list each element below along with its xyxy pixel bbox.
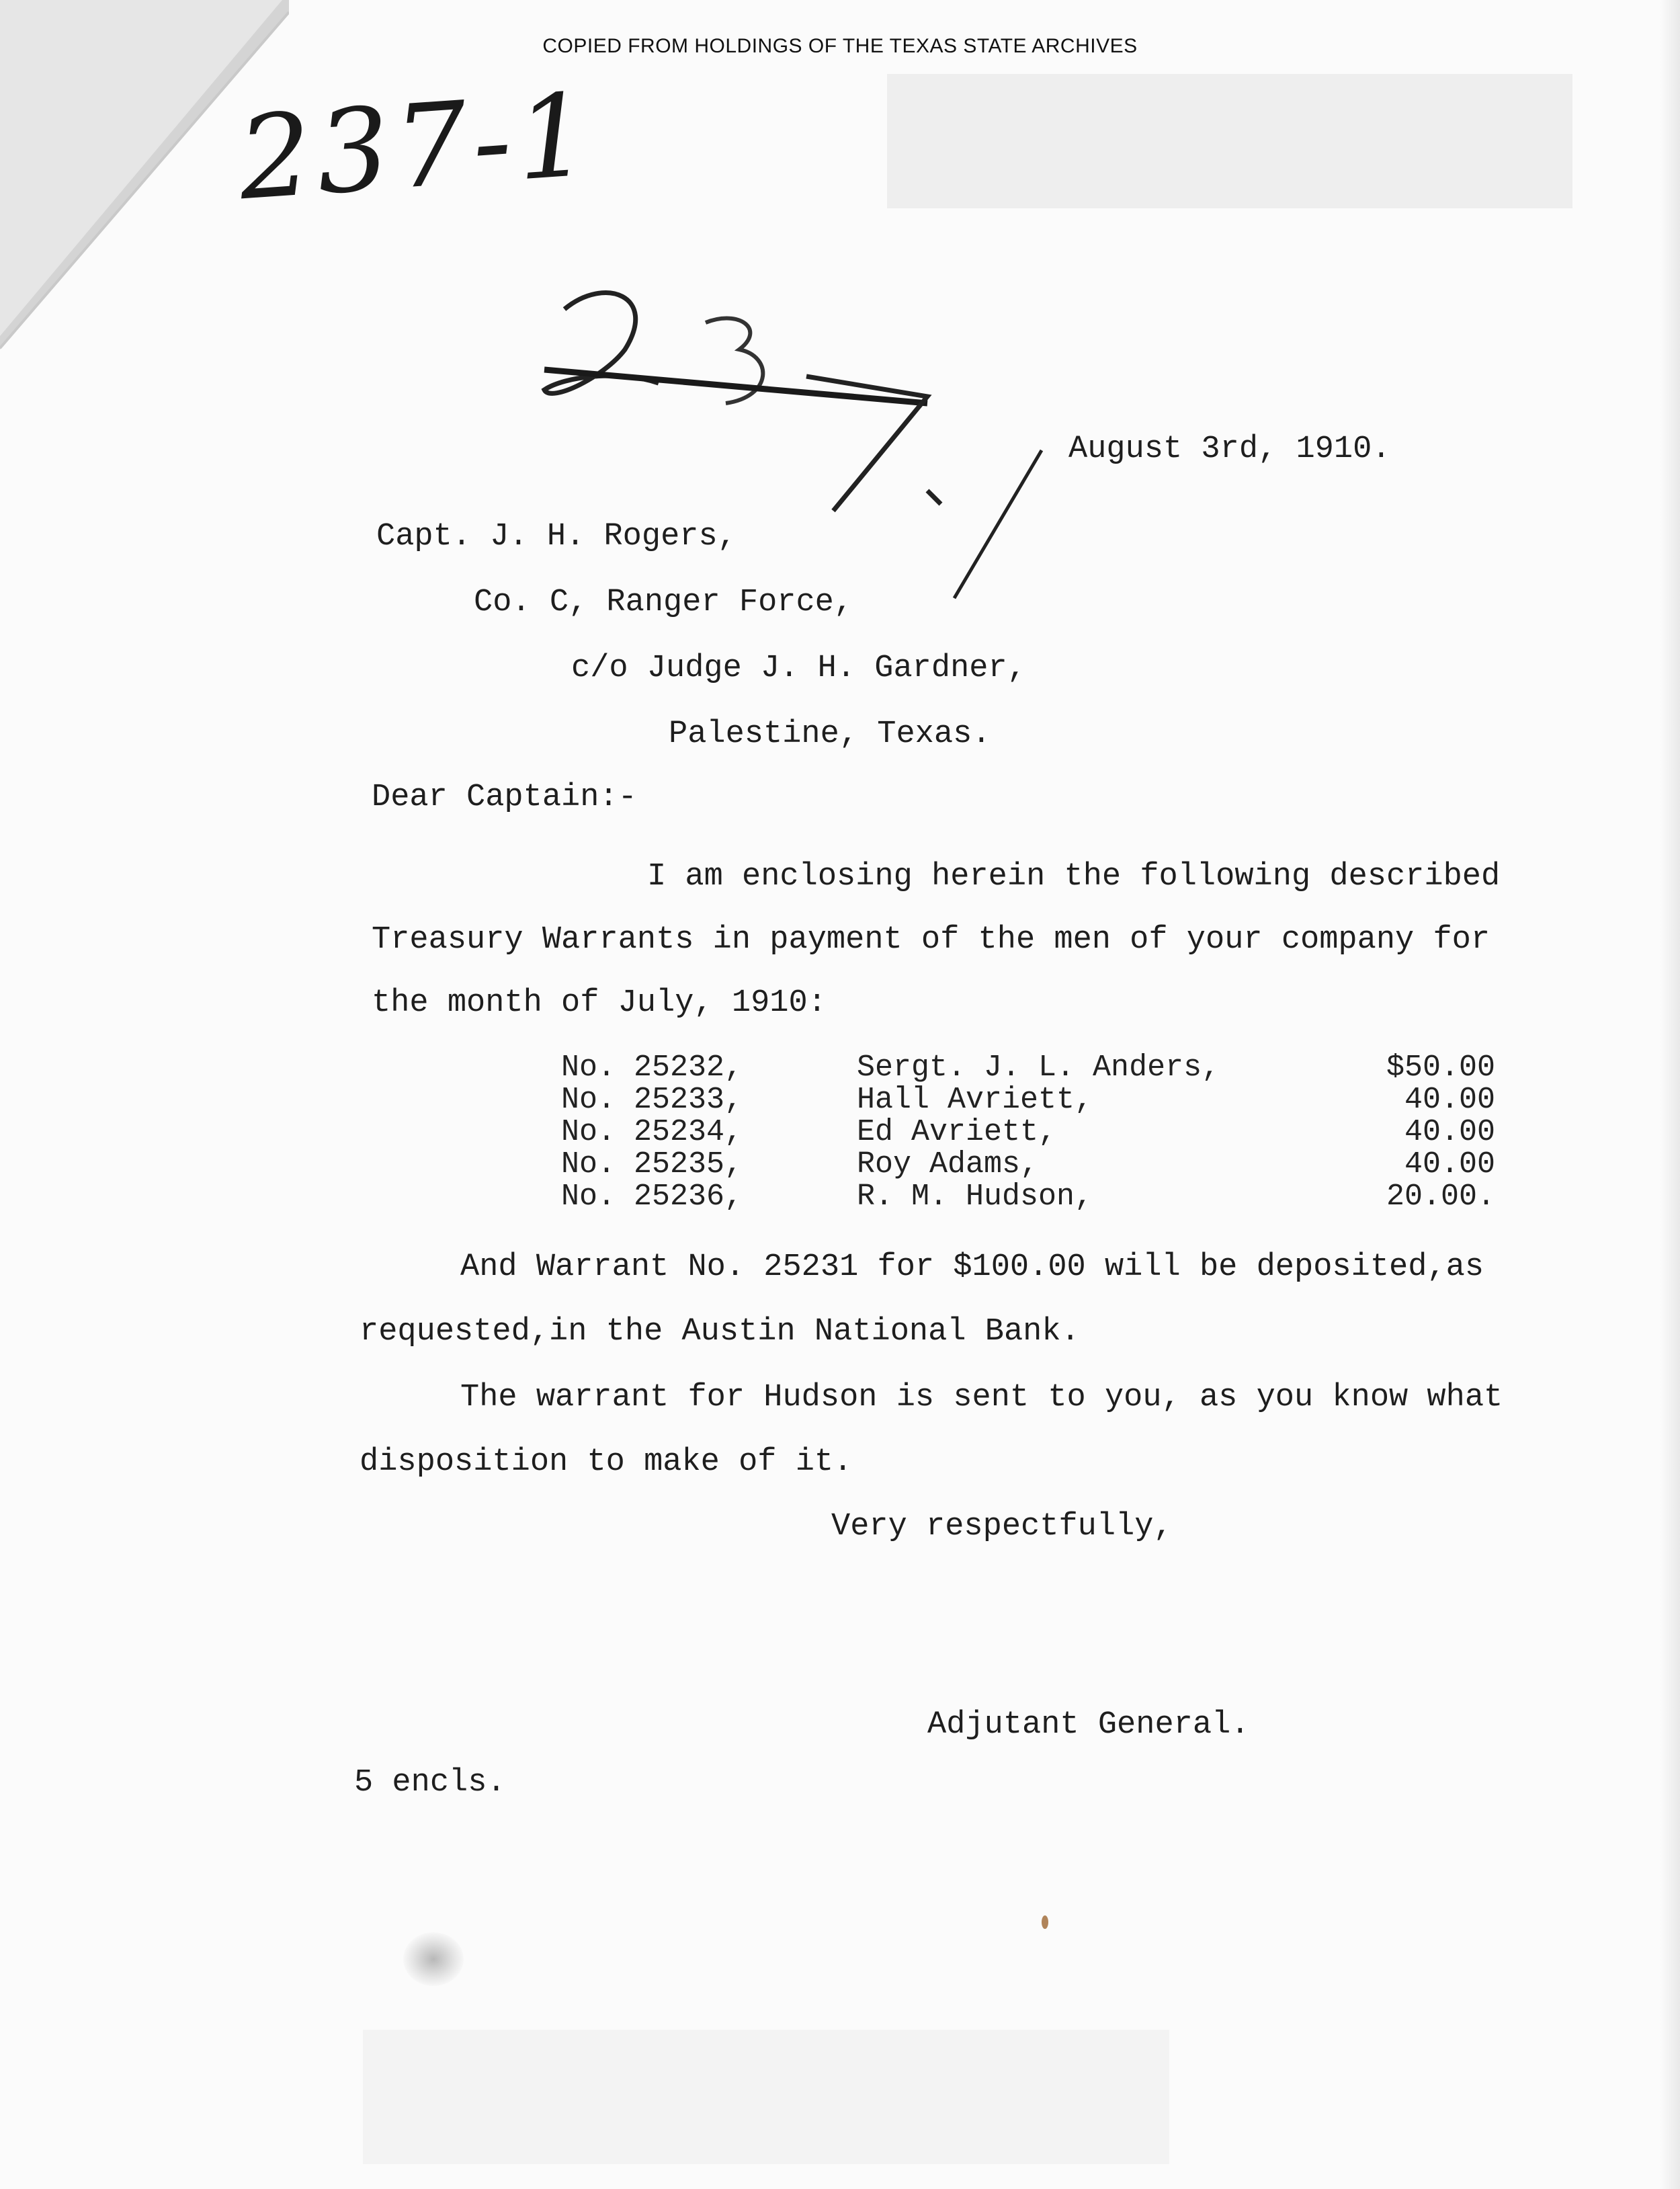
warrant-payee: R. M. Hudson, bbox=[857, 1180, 1093, 1214]
address-line-1: Capt. J. H. Rogers, bbox=[376, 519, 737, 554]
paper-stain bbox=[1042, 1915, 1048, 1929]
handwritten-file-number: 237-1 bbox=[234, 68, 599, 226]
warrant-row bbox=[561, 1052, 1495, 1084]
warrant-list bbox=[561, 1052, 1495, 1213]
warrant-number: No. 25232, bbox=[561, 1050, 743, 1085]
warrant-payee: Roy Adams, bbox=[857, 1147, 1039, 1182]
salutation: Dear Captain:- bbox=[372, 780, 637, 815]
warrant-row bbox=[561, 1149, 1495, 1181]
warrant-number: No. 25235, bbox=[561, 1147, 743, 1182]
enclosures-note: 5 encls. bbox=[354, 1765, 506, 1801]
warrant-payee: Ed Avriett, bbox=[857, 1115, 1057, 1149]
warrant-number: No. 25236, bbox=[561, 1180, 743, 1214]
warrant-row bbox=[561, 1084, 1495, 1116]
warrant-amount: 20.00. bbox=[1386, 1180, 1495, 1214]
letter-date: August 3rd, 1910. bbox=[1068, 431, 1391, 467]
signature-title: Adjutant General. bbox=[927, 1707, 1250, 1743]
warrant-row bbox=[561, 1181, 1495, 1213]
paragraph-deposit: And Warrant No. 25231 for $100.00 will be deposited,as requested,in the Austin National Bank. bbox=[360, 1249, 1484, 1350]
closing: Very respectfully, bbox=[831, 1509, 1173, 1544]
page-edge-shadow bbox=[1660, 0, 1680, 2189]
warrant-payee: Hall Avriett, bbox=[857, 1083, 1093, 1117]
ink-smudge bbox=[403, 1932, 464, 1986]
bleed-through-footer bbox=[363, 2030, 1169, 2164]
handwritten-strikethrough-number-icon bbox=[524, 269, 1075, 618]
warrant-amount: $50.00 bbox=[1386, 1050, 1495, 1085]
paragraph-enclosing: I am enclosing herein the following described Treasury Warrants in payment of the men of your company for the month of July, 1910: bbox=[372, 859, 1501, 1021]
warrant-amount: 40.00 bbox=[1404, 1083, 1495, 1117]
warrant-row bbox=[561, 1116, 1495, 1149]
warrant-payee: Sergt. J. L. Anders, bbox=[857, 1050, 1220, 1085]
warrant-amount: 40.00 bbox=[1404, 1147, 1495, 1182]
bleed-through-header bbox=[887, 74, 1572, 208]
warrant-number: No. 25233, bbox=[561, 1083, 743, 1117]
address-line-3: c/o Judge J. H. Gardner, bbox=[571, 651, 1026, 686]
address-line-2: Co. C, Ranger Force, bbox=[474, 585, 853, 620]
warrant-number: No. 25234, bbox=[561, 1115, 743, 1149]
warrant-amount: 40.00 bbox=[1404, 1115, 1495, 1149]
archive-stamp: COPIED FROM HOLDINGS OF THE TEXAS STATE ARCHIVES bbox=[542, 35, 1138, 57]
paragraph-hudson: The warrant for Hudson is sent to you, as you know what disposition to make of it. bbox=[360, 1380, 1503, 1480]
address-line-4: Palestine, Texas. bbox=[669, 716, 991, 752]
